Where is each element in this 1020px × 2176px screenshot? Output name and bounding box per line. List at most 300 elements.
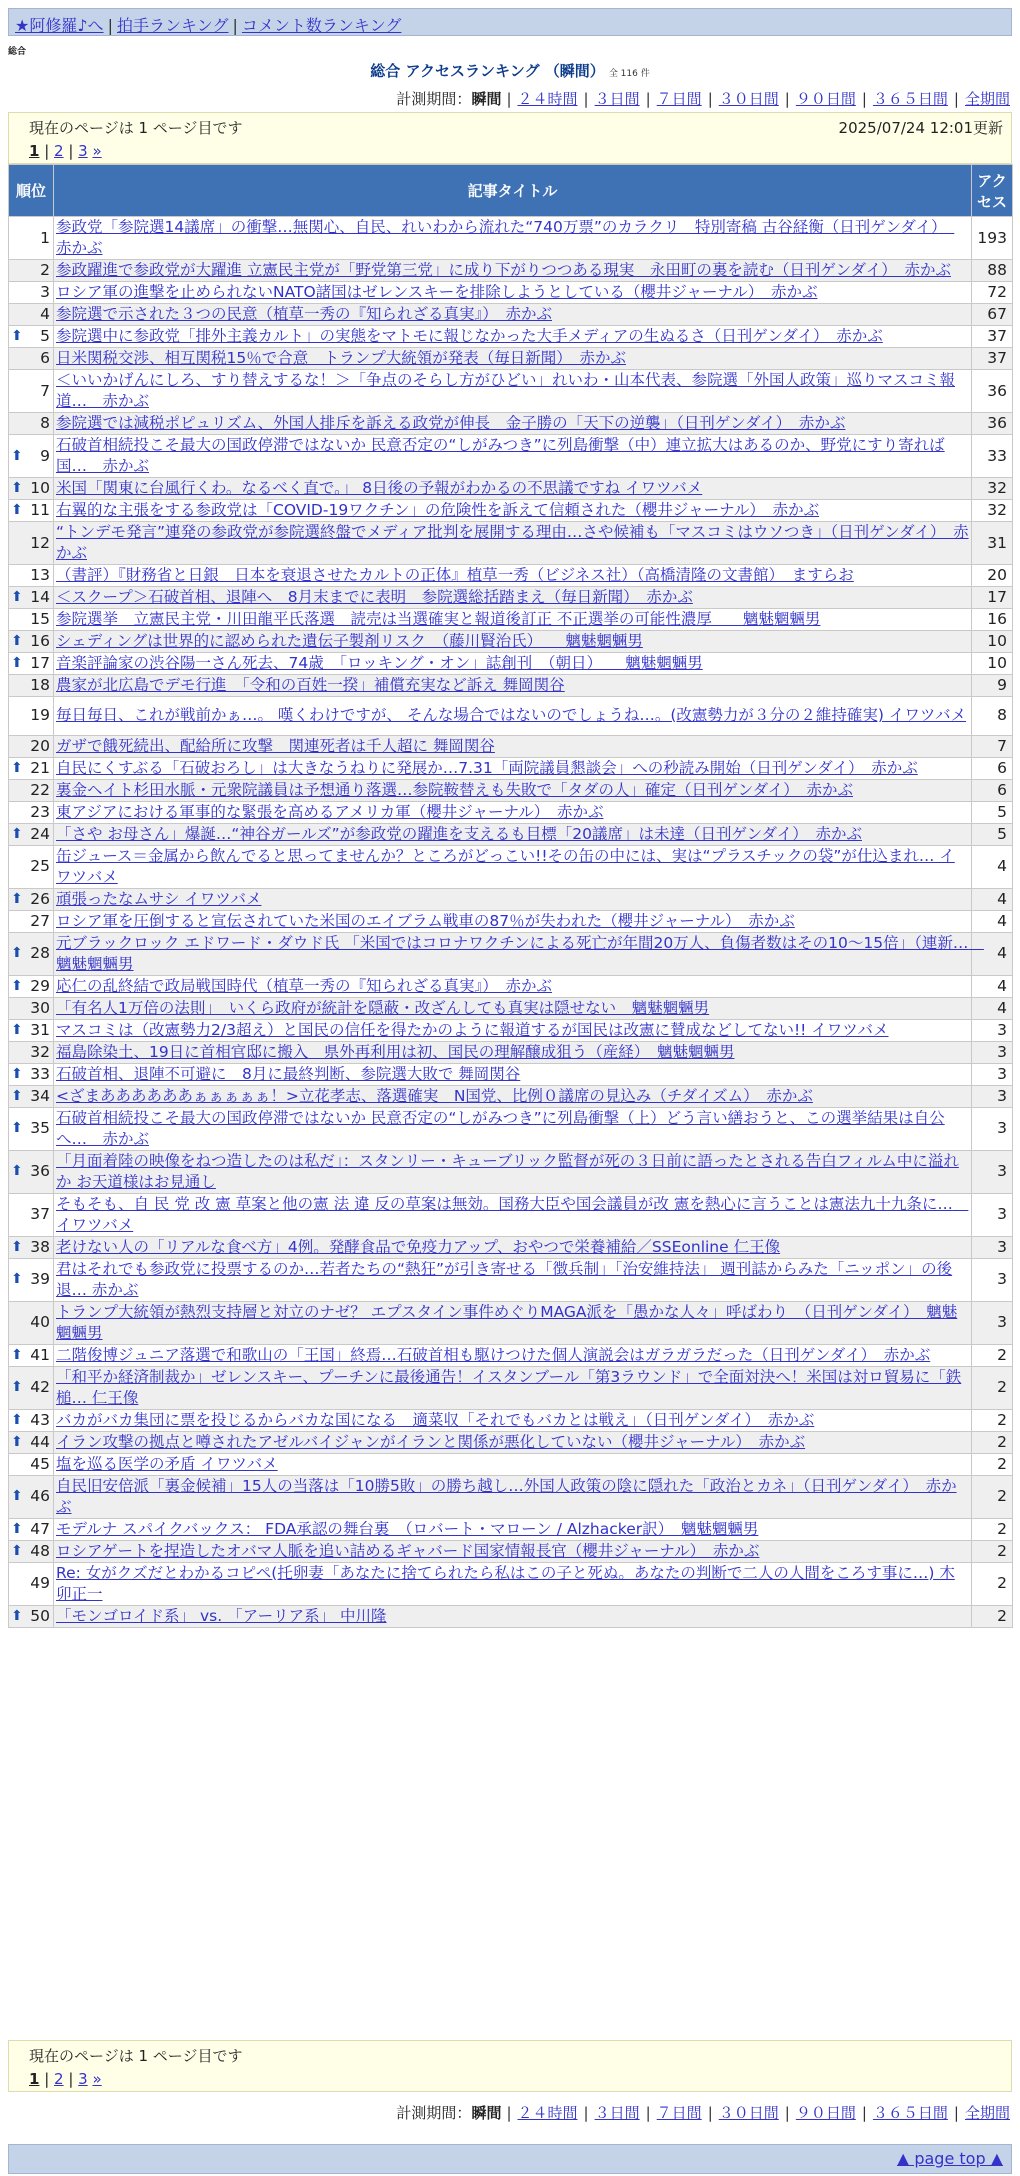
table-row [9, 565, 1013, 587]
article-link[interactable]: マスコミは（改憲勢力2/3超え）と国民の信任を得たかのように報道するが国民は改憲に賛成などしてない!! イワツバメ [56, 1020, 889, 1039]
period-selector-top [396, 88, 1011, 109]
page-links [29, 2070, 991, 2088]
period-separator: | [645, 2104, 651, 2122]
article-link[interactable]: 裏金ヘイト杉田水脈・元衆院議員は予想通り落選…参院鞍替えも失敗で「タダの人」確定（日刊ゲンダイ） 赤かぶ [56, 780, 854, 799]
article-link[interactable]: 石破首相続投こそ最大の国政停滞ではないか 民意否定の“しがみつき”に列島衝撃（中）連立拡大はあるのか、野党にすり寄れば国… 赤かぶ [56, 436, 945, 475]
access-count: 9 [972, 675, 1013, 697]
rank-number: 18 [30, 676, 50, 694]
rank-number: 47 [30, 1519, 50, 1538]
rank-number: 36 [30, 1162, 50, 1180]
period-separator: | [784, 90, 790, 108]
page-link[interactable]: 3 [78, 2070, 88, 2088]
article-link[interactable]: （書評）『財務省と日銀 日本を衰退させたカルトの正体』植草一秀（ビジネス社）（高橋清隆の文書館） ますらお [56, 566, 854, 584]
title-cell [54, 1475, 972, 1518]
article-link[interactable]: 「モンゴロイド系」 vs. 「アーリア系」 中川隆 [56, 1606, 387, 1625]
table-row [9, 757, 1013, 779]
nav-separator: | [107, 16, 113, 35]
title-cell [54, 282, 972, 304]
rank-cell [9, 260, 54, 282]
period-option-link[interactable]: ３日間 [594, 90, 640, 108]
rank-number: 20 [30, 736, 50, 755]
rank-number: 10 [30, 479, 50, 497]
rank-number: 37 [30, 1205, 50, 1223]
page-top-link[interactable]: ▲ page top ▲ [896, 2149, 1003, 2168]
period-separator: | [861, 90, 867, 108]
access-count: 4 [972, 997, 1013, 1019]
table-row [9, 1540, 1013, 1562]
article-link[interactable]: 福島除染土、19日に首相官邸に搬入 県外再利用は初、国民の理解醸成狙う（産経） 魑魅魍魎男 [56, 1042, 735, 1061]
article-link[interactable]: シェディングは世界的に認められた遺伝子製剤リスク （藤川賢治氏） 魑魅魍魎男 [56, 632, 643, 650]
rank-cell [9, 675, 54, 697]
table-row [9, 1150, 1013, 1193]
table-row [9, 735, 1013, 757]
rank-number: 39 [30, 1270, 50, 1288]
rank-up-arrow-icon: ⬆ [11, 1346, 23, 1363]
table-row [9, 975, 1013, 997]
article-link[interactable]: ロシア軍の進撃を止められないNATO諸国はゼレンスキーを排除しようとしている（櫻井ジャーナル） 赤かぶ [56, 283, 818, 301]
rank-up-arrow-icon: ⬆ [11, 1488, 23, 1504]
rank-cell [9, 1258, 54, 1301]
period-option-link[interactable]: ３日間 [594, 2104, 640, 2122]
rank-cell [9, 910, 54, 932]
article-link[interactable]: 応仁の乱終結で政局戦国時代（植草一秀の『知られざる真実』） 赤かぶ [56, 976, 553, 995]
access-count: 3 [972, 1236, 1013, 1258]
access-count: 2 [972, 1409, 1013, 1431]
ranking-table [8, 164, 1013, 1628]
table-row [9, 1366, 1013, 1409]
period-option-link[interactable]: ２４時間 [517, 2104, 578, 2122]
title-cell [54, 631, 972, 653]
table-row [9, 1605, 1013, 1627]
table-row [9, 1193, 1013, 1236]
rank-number: 21 [30, 758, 50, 777]
article-link[interactable]: 「和平か経済制裁か」ゼレンスキー、プーチンに最後通告！イスタンブール「第3ラウンド」で全面対決へ！米国は対ロ貿易に「鉄槌… 仁王像 [56, 1367, 962, 1407]
article-link[interactable]: 石破首相続投こそ最大の国政停滞ではないか 民意否定の“しがみつき”に列島衝撃（上）どう言い繕おうと、この選挙結果は自公へ… 赤かぶ [56, 1108, 945, 1148]
rank-cell [9, 435, 54, 478]
table-row [9, 522, 1013, 565]
access-count: 67 [972, 304, 1013, 326]
access-count: 2 [972, 1344, 1013, 1366]
rank-number: 32 [30, 1042, 50, 1061]
table-row [9, 282, 1013, 304]
title-cell [54, 609, 972, 631]
article-link[interactable]: Re: 女がクズだとわかるコピペ(托卵妻「あなたに捨てられたら私はこの子と死ぬ。あなたの判断で二人の人間をころす事に…) 木卯正一 [56, 1563, 955, 1603]
rank-up-arrow-icon: ⬆ [11, 1271, 23, 1287]
rank-cell [9, 326, 54, 348]
article-link[interactable]: 参政躍進で参政党が大躍進 立憲民主党が「野党第三党」に成り下がりつつある現実 永田町の裏を読む（日刊ゲンダイ） 赤かぶ [56, 261, 951, 279]
title-cell [54, 932, 984, 975]
rank-number: 33 [30, 1064, 50, 1083]
article-link[interactable]: ロシア軍を圧倒すると宣伝されていた米国のエイブラム戦車の87％が失われた（櫻井ジャーナル） 赤かぶ [56, 911, 795, 930]
rank-cell [9, 1236, 54, 1258]
period-option-link[interactable]: ９０日間 [795, 90, 856, 108]
pager-top [8, 112, 1012, 164]
table-row [9, 304, 1013, 326]
table-row [9, 326, 1013, 348]
title-cell [54, 1258, 972, 1301]
article-link[interactable]: バカがバカ集団に票を投じるからバカな国になる 適菜収「それでもバカとは戦え」（日刊ゲンダイ） 赤かぶ [56, 1410, 815, 1429]
access-count: 2 [972, 1431, 1013, 1453]
title-cell [54, 1301, 972, 1344]
rank-up-arrow-icon: ⬆ [11, 945, 23, 961]
page-title [0, 60, 1020, 81]
access-count: 10 [972, 653, 1013, 675]
title-cell [54, 326, 972, 348]
rank-number: 49 [30, 1574, 50, 1592]
page-link[interactable]: 2 [54, 142, 64, 160]
rank-number: 48 [30, 1541, 50, 1560]
clap-ranking-link[interactable]: 拍手ランキング [116, 16, 229, 35]
period-option-link[interactable]: ２４時間 [517, 90, 578, 108]
title-cell [54, 348, 972, 370]
table-row [9, 801, 1013, 823]
title-cell [54, 845, 972, 888]
rank-cell [9, 1085, 54, 1107]
table-row [9, 1301, 1013, 1344]
title-cell [54, 1193, 972, 1236]
rank-number: 16 [30, 632, 50, 650]
rank-up-arrow-icon: ⬆ [11, 977, 23, 994]
period-separator: | [506, 90, 512, 108]
access-count: 17 [972, 587, 1013, 609]
rank-number: 29 [30, 976, 50, 995]
next-page-link[interactable]: » [92, 142, 102, 160]
rank-number: 4 [40, 305, 50, 323]
access-count: 193 [972, 217, 1013, 260]
table-row [9, 1107, 1013, 1150]
title-cell [54, 997, 972, 1019]
rank-number: 50 [30, 1606, 50, 1625]
rank-number: 26 [30, 889, 50, 908]
access-count: 3 [972, 1193, 1013, 1236]
access-count: 3 [972, 1019, 1013, 1041]
rank-number: 34 [30, 1086, 50, 1105]
period-option-link[interactable]: ３０日間 [718, 2104, 779, 2122]
page-link[interactable]: 2 [54, 2070, 64, 2088]
rank-cell [9, 1518, 54, 1540]
rank-number: 25 [30, 857, 50, 875]
table-row [9, 997, 1013, 1019]
access-count: 32 [972, 500, 1013, 522]
rank-cell [9, 500, 54, 522]
rank-number: 13 [30, 566, 50, 584]
rank-cell [9, 697, 54, 736]
table-row [9, 413, 1013, 435]
rank-number: 11 [30, 501, 50, 519]
period-current: 瞬間 [471, 90, 502, 108]
article-link[interactable]: 参院選挙 立憲民主党・川田龍平氏落選 読売は当選確実と報道後訂正 不正選挙の可能性濃厚 魑魅魍魎男 [56, 610, 821, 628]
rank-cell [9, 217, 54, 260]
article-link[interactable]: イラン攻撃の拠点と噂されたアゼルバイジャンがイランと関係が悪化していない（櫻井ジャーナル） 赤かぶ [56, 1432, 806, 1451]
rank-number: 22 [30, 780, 50, 799]
table-row [9, 260, 1013, 282]
period-separator: | [583, 2104, 589, 2122]
table-row [9, 1475, 1013, 1518]
article-link[interactable]: ＜スクープ＞石破首相、退陣へ 8月末までに表明 参院選総括踏まえ（毎日新聞） 赤かぶ [56, 588, 693, 606]
rank-number: 45 [30, 1454, 50, 1473]
title-cell [54, 801, 972, 823]
article-link[interactable]: ＜いいかげんにしろ、すり替えするな！＞「争点のそらし方がひどい」れいわ・山本代表、参院選「外国人政策」巡りマスコミ報道… 赤かぶ [56, 371, 956, 410]
access-count: 16 [972, 609, 1013, 631]
rank-up-arrow-icon: ⬆ [11, 1238, 23, 1255]
rank-number: 7 [40, 381, 50, 400]
article-link[interactable]: “トンデモ発言”連発の参政党が参院選終盤でメディア批判を展開する理由…さや候補も「マスコミはウソつき」（日刊ゲンダイ） 赤かぶ [56, 523, 969, 562]
article-link[interactable]: 石破首相、退陣不可避に 8月に最終判断、参院選大敗で 舞岡関谷 [56, 1064, 521, 1083]
title-cell [54, 779, 972, 801]
article-link[interactable]: 農家が北広島でデモ行進 「令和の百姓一揆」補償充実など訴え 舞岡関谷 [56, 676, 565, 694]
title-cell [54, 757, 972, 779]
rank-cell [9, 1107, 54, 1150]
rank-up-arrow-icon: ⬆ [11, 1607, 23, 1624]
rank-cell [9, 1301, 54, 1344]
period-option-link[interactable]: ９０日間 [795, 2104, 856, 2122]
rank-number: 2 [40, 261, 50, 279]
rank-number: 44 [30, 1432, 50, 1451]
title-cell [54, 478, 972, 500]
rank-cell [9, 845, 54, 888]
access-count: 88 [972, 260, 1013, 282]
rank-cell [9, 975, 54, 997]
article-link[interactable]: 「さや お母さん」爆誕…“神谷ガールズ”が参政党の躍進を支えるも目標「20議席」は未達（日刊ゲンダイ） 赤かぶ [56, 824, 862, 843]
access-count: 3 [972, 1258, 1013, 1301]
title-cell [54, 888, 972, 910]
title-cell [54, 1562, 972, 1605]
rank-up-arrow-icon: ⬆ [11, 1379, 23, 1395]
table-row [9, 1019, 1013, 1041]
rank-cell [9, 587, 54, 609]
access-count: 2 [972, 1475, 1013, 1518]
rank-number: 31 [30, 1020, 50, 1039]
title-cell [54, 435, 972, 478]
period-option-link[interactable]: ３６５日間 [872, 90, 948, 108]
article-link[interactable]: ガザで餓死続出、配給所に攻撃 関連死者は千人超に 舞岡関谷 [56, 736, 495, 755]
title-cell [54, 823, 972, 845]
access-count: 4 [972, 888, 1013, 910]
rank-cell [9, 609, 54, 631]
title-cell [54, 1236, 972, 1258]
rank-cell [9, 888, 54, 910]
access-count: 8 [972, 697, 1013, 736]
article-link[interactable]: 「月面着陸の映像をねつ造したのは私だ」：スタンリー・キューブリック監督が死の３日前に語ったとされる告白フィルム中に溢れか お天道様はお見通し [56, 1151, 959, 1191]
rank-up-arrow-icon: ⬆ [11, 633, 23, 649]
article-link[interactable]: 塩を巡る医学の矛盾 イワツバメ [56, 1454, 278, 1473]
rank-cell [9, 1019, 54, 1041]
access-count: 33 [972, 435, 1013, 478]
article-link[interactable]: そもそも、自 民 党 改 憲 草案と他の憲 法 違 反の草案は無効。国務大臣や国会議員が改 憲を熱心に言うことは憲法九十九条に… イワツバメ [56, 1194, 969, 1234]
rank-cell [9, 1540, 54, 1562]
period-option-link[interactable]: ３６５日間 [872, 2104, 948, 2122]
rank-up-arrow-icon: ⬆ [11, 480, 23, 496]
rank-up-arrow-icon: ⬆ [11, 1433, 23, 1450]
period-current: 瞬間 [471, 2104, 502, 2122]
rank-up-arrow-icon: ⬆ [11, 1520, 23, 1537]
rank-cell [9, 1063, 54, 1085]
rank-cell [9, 801, 54, 823]
access-count: 36 [972, 413, 1013, 435]
table-row [9, 587, 1013, 609]
article-link[interactable]: 参院選では減税ポピュリズム、外国人排斥を訴える政党が伸長 金子勝の「天下の逆襲」（日刊ゲンダイ） 赤かぶ [56, 414, 846, 432]
access-count: 3 [972, 1041, 1013, 1063]
access-count: 5 [972, 823, 1013, 845]
access-count: 3 [972, 1063, 1013, 1085]
access-count: 7 [972, 735, 1013, 757]
title-cell [54, 697, 972, 736]
rank-number: 40 [30, 1313, 50, 1331]
period-option-link[interactable]: 全期間 [964, 2104, 1010, 2122]
article-link[interactable]: 缶ジュース＝金属から飲んでると思ってませんか？ところがどっこい!!その缶の中には、実は“プラスチックの袋”が仕込まれ… イワツバメ [56, 846, 955, 886]
title-cell [54, 1453, 972, 1475]
page-link[interactable]: 3 [78, 142, 88, 160]
rank-cell [9, 1453, 54, 1475]
table-row [9, 910, 1013, 932]
rank-number: 43 [30, 1410, 50, 1429]
article-link[interactable]: 右翼的な主張をする参政党は「COVID-19ワクチン」の危険性を訴えて信頼された（櫻井ジャーナル） 赤かぶ [56, 501, 820, 519]
title-cell [54, 675, 972, 697]
table-row [9, 609, 1013, 631]
rank-up-arrow-icon: ⬆ [11, 655, 23, 671]
rank-number: 28 [30, 944, 50, 962]
period-separator: | [707, 90, 713, 108]
rank-number: 24 [30, 824, 50, 843]
article-link[interactable]: 参政党「参院選14議席」の衝撃…無関心、自民、れいわから流れた“740万票”のカラクリ 特別寄稿 古谷経衡（日刊ゲンダイ） 赤かぶ [56, 218, 955, 257]
access-count: 37 [972, 348, 1013, 370]
ranking-title: 総合 アクセスランキング （瞬間） [370, 62, 605, 80]
title-cell [54, 1063, 972, 1085]
table-row [9, 675, 1013, 697]
rank-up-arrow-icon: ⬆ [11, 589, 23, 605]
article-link[interactable]: 米国「関東に台風行くわ。なるべく直で。」 8日後の予報がわかるの不思議ですね イワツバメ [56, 479, 703, 497]
rank-number: 15 [30, 610, 50, 628]
title-cell [54, 413, 972, 435]
period-label: 計測期間： [396, 90, 472, 108]
rank-up-arrow-icon: ⬆ [11, 502, 23, 518]
col-header-rank: 順位 [9, 165, 54, 217]
article-link[interactable]: 東アジアにおける軍事的な緊張を高めるアメリカ軍（櫻井ジャーナル） 赤かぶ [56, 802, 604, 821]
article-link[interactable]: モデルナ スパイクバックス： FDA承認の舞台裏 （ロバート・マローン / Alzhacker訳） 魑魅魍魎男 [56, 1519, 759, 1538]
rank-cell [9, 1409, 54, 1431]
table-row [9, 1041, 1013, 1063]
rank-number: 23 [30, 802, 50, 821]
comment-ranking-link[interactable]: コメント数ランキング [241, 16, 402, 35]
title-cell [54, 1019, 972, 1041]
period-separator: | [861, 2104, 867, 2122]
rank-up-arrow-icon: ⬆ [11, 825, 23, 842]
access-count: 2 [972, 1562, 1013, 1605]
table-row [9, 1063, 1013, 1085]
article-link[interactable]: トランプ大統領が熱烈支持層と対立のナゼ？ エプスタイン事件めぐりMAGA派を「愚かな人々」呼ばわり （日刊ゲンダイ） 魑魅魍魎男 [56, 1302, 958, 1342]
rank-cell [9, 1150, 54, 1193]
period-separator: | [953, 90, 959, 108]
access-count: 72 [972, 282, 1013, 304]
period-separator: | [583, 90, 589, 108]
rank-up-arrow-icon: ⬆ [11, 759, 23, 776]
rank-cell [9, 1475, 54, 1518]
article-link[interactable]: 自民旧安倍派「裏金候補」15人の当落は「10勝5敗」の勝ち越し…外国人政策の陰に隠れた「政治とカネ」（日刊ゲンダイ） 赤かぶ [56, 1476, 957, 1516]
title-cell [54, 1107, 972, 1150]
access-count: 4 [972, 910, 1013, 932]
title-cell [54, 1085, 972, 1107]
table-row [9, 1344, 1013, 1366]
title-cell [54, 1605, 972, 1627]
rank-number: 30 [30, 998, 50, 1017]
table-row [9, 888, 1013, 910]
page-separator: | [39, 142, 55, 160]
rank-number: 1 [40, 228, 50, 247]
period-option-link[interactable]: ７日間 [656, 2104, 702, 2122]
title-cell [54, 500, 972, 522]
page-current: 1 [29, 142, 40, 160]
section-label: 総合 [8, 47, 27, 57]
period-option-link[interactable]: 全期間 [964, 90, 1010, 108]
article-link[interactable]: <ざまああああああぁぁぁぁぁ！>立花孝志、落選確実 N国党、比例０議席の見込み（チダイズム） 赤かぶ [56, 1086, 813, 1105]
pager-bottom [8, 2040, 1012, 2092]
table-row [9, 1453, 1013, 1475]
table-row [9, 1409, 1013, 1431]
table-row [9, 1236, 1013, 1258]
rank-number: 5 [40, 327, 50, 345]
article-link[interactable]: 二階俊博ジュニア落選で和歌山の「王国」終焉…石破首相も駆けつけた個人演説会はガラガラだった（日刊ゲンダイ） 赤かぶ [56, 1345, 931, 1364]
title-cell [54, 587, 972, 609]
page-current: 1 [29, 2070, 40, 2088]
article-link[interactable]: 日米関税交渉、相互関税15％で合意 トランプ大統領が発表（毎日新聞） 赤かぶ [56, 349, 626, 367]
article-link[interactable]: 君はそれでも参政党に投票するのか…若者たちの“熱狂”が引き寄せる「徴兵制」「治安維持法」 週刊誌からみた「ニッポン」の後退… 赤かぶ [56, 1259, 953, 1299]
rank-up-arrow-icon: ⬆ [11, 1120, 23, 1136]
article-link[interactable]: 参院選で示された３つの民意（植草一秀の『知られざる真実』） 赤かぶ [56, 305, 553, 323]
table-row [9, 1258, 1013, 1301]
rank-number: 17 [30, 654, 50, 672]
article-link[interactable]: 音楽評論家の渋谷陽一さん死去、74歳 「ロッキング・オン」誌創刊 （朝日） 魑魅魍魎男 [56, 654, 703, 672]
article-link[interactable]: 頑張ったなムサシ イワツバメ [56, 889, 262, 908]
table-row [9, 348, 1013, 370]
article-link[interactable]: 毎日毎日、これが戦前かぁ…。 嘆くわけですが、 そんな場合ではないのでしょうね…。(改憲勢力が３分の２維持確実) イワツバメ [56, 706, 967, 725]
rank-up-arrow-icon: ⬆ [11, 1163, 23, 1179]
access-count: 6 [972, 757, 1013, 779]
title-cell [54, 1409, 972, 1431]
title-cell [54, 260, 972, 282]
rank-number: 8 [40, 414, 50, 432]
rank-cell [9, 1431, 54, 1453]
access-count: 3 [972, 1301, 1013, 1344]
period-separator: | [784, 2104, 790, 2122]
access-count: 32 [972, 478, 1013, 500]
home-link[interactable]: ★阿修羅♪へ [15, 16, 104, 35]
article-link[interactable]: 自民にくすぶる「石破おろし」は大きなうねりに発展か…7.31「両院議員懇談会」への秒読み開始（日刊ゲンダイ） 赤かぶ [56, 758, 918, 777]
access-count: 3 [972, 1150, 1013, 1193]
table-row [9, 845, 1013, 888]
access-count: 2 [972, 1605, 1013, 1627]
period-separator: | [953, 2104, 959, 2122]
article-link[interactable]: ロシアゲートを捏造したオバマ人脈を追い詰めるギャバード国家情報長官（櫻井ジャーナル） 赤かぶ [56, 1541, 760, 1560]
article-link[interactable]: 老けない人の「リアルな食べ方」4例。発酵食品で免疫力アップ、おやつで栄養補給／SSEonline 仁王像 [56, 1237, 781, 1256]
article-link[interactable]: 元ブラックロック エドワード・ダウド氏 「米国ではコロナワクチンによる死亡が年間20万人、負傷者数はその10～15倍」（連新… 魑魅魍魎男 [56, 933, 984, 973]
rank-cell [9, 1041, 54, 1063]
rank-cell [9, 757, 54, 779]
rank-cell [9, 932, 54, 975]
access-count: 36 [972, 370, 1013, 413]
period-option-link[interactable]: ３０日間 [718, 90, 779, 108]
table-row [9, 478, 1013, 500]
rank-cell [9, 1366, 54, 1409]
period-option-link[interactable]: ７日間 [656, 90, 702, 108]
table-row [9, 217, 1013, 260]
article-link[interactable]: 参院選中に参政党「排外主義カルト」の実態をマトモに報じなかった大手メディアの生ぬるさ（日刊ゲンダイ） 赤かぶ [56, 327, 883, 345]
rank-cell [9, 348, 54, 370]
title-cell [54, 975, 972, 997]
next-page-link[interactable]: » [92, 2070, 102, 2088]
rank-up-arrow-icon: ⬆ [11, 1021, 23, 1038]
article-link[interactable]: 「有名人1万倍の法則」 いくら政府が統計を隠蔽・改ざんしても真実は隠せない 魑魅魍魎男 [56, 998, 710, 1017]
access-count: 4 [972, 845, 1013, 888]
